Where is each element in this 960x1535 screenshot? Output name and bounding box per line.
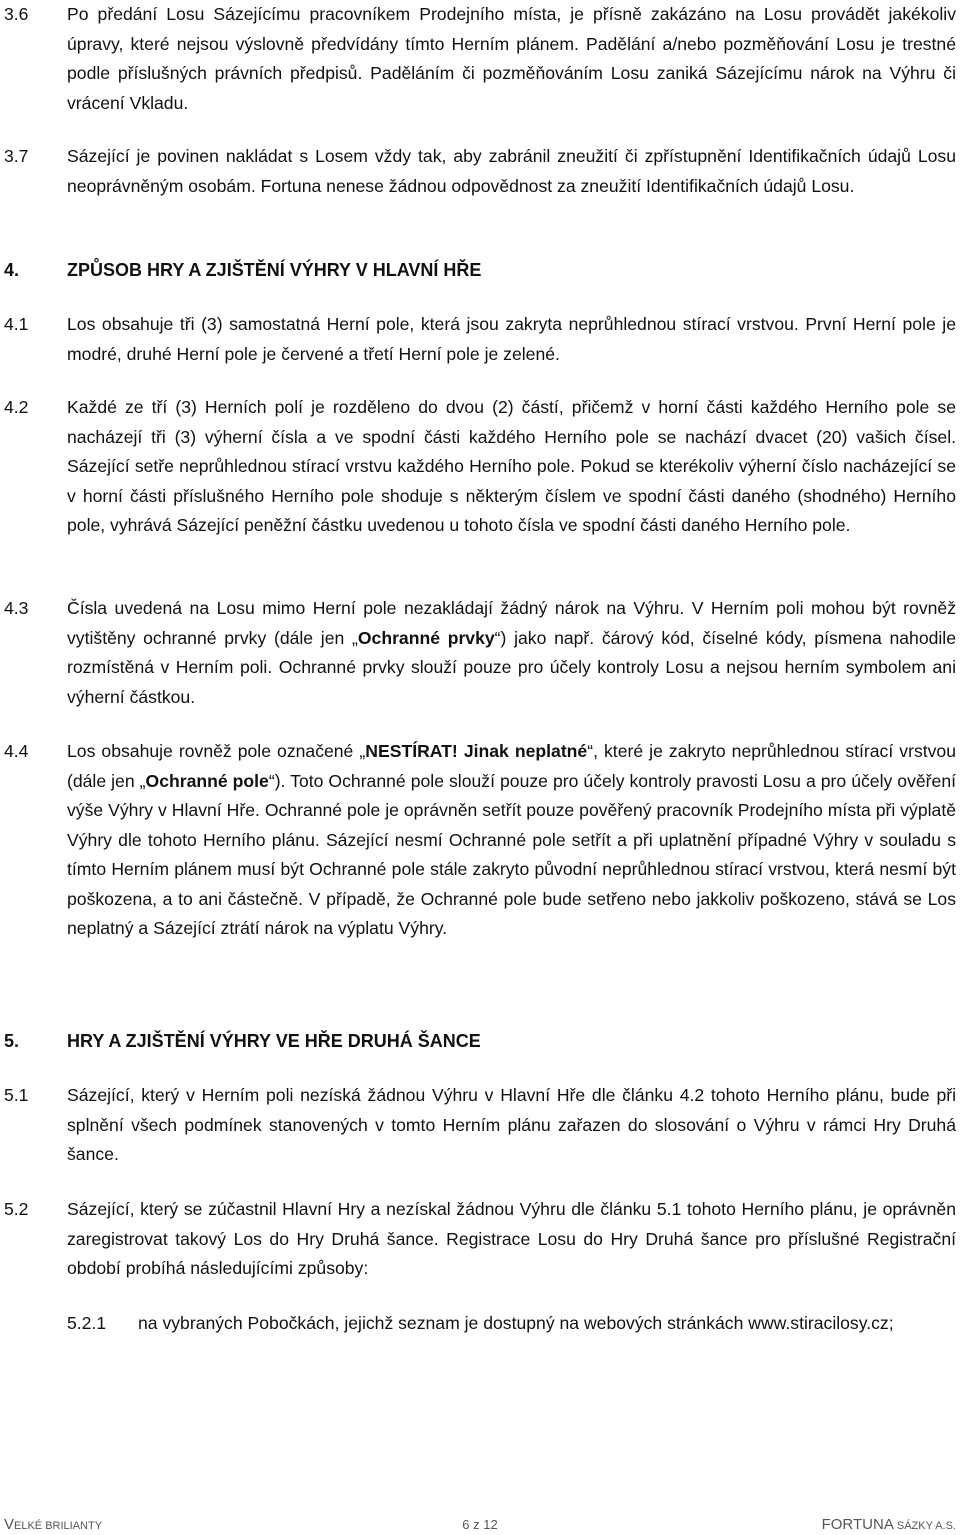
section-number: 4.4 [4, 741, 29, 761]
page-footer [0, 1516, 960, 1533]
section-number: 3.7 [4, 146, 29, 166]
section-3-7 [0, 142, 960, 201]
heading-number: 5. [4, 1031, 20, 1051]
footer-product-name: VELKÉ BRILIANTY [4, 1516, 103, 1533]
section-number: 3.6 [4, 4, 29, 24]
section-number: 5.1 [4, 1085, 29, 1105]
heading-number: 4. [4, 260, 20, 280]
section-text: Sázející, který v Herním poli nezíská žádnou Výhru v Hlavní Hře dle článku 4.2 tohoto Herního plánu, bude při splnění všech podmínek stanovených v tomto Herním plánu zařazen do slosování o Výhru v rámci Hry Druhá šance. [67, 1085, 956, 1164]
defined-term: NESTÍRAT! Jinak neplatné [365, 741, 588, 761]
section-number: 4.1 [4, 314, 29, 334]
section-text [67, 594, 956, 712]
section-4-3 [0, 594, 960, 712]
defined-term: Ochranné pole [145, 770, 269, 791]
heading-title: ZPŮSOB HRY A ZJIŠTĚNÍ VÝHRY V HLAVNÍ HŘE [67, 260, 482, 280]
text-run: “) jako např. čárový kód, číselné kódy, písmena nahodile rozmístěná v Herním poli. Ochranné prvky slouží pouze pro účely kontroly Losu a nejsou herním symbolem ani výherní částkou. [67, 627, 956, 707]
section-5-1 [0, 1081, 960, 1170]
section-5-2-1 [0, 1309, 960, 1339]
footer-company-name: FORTUNA SÁZKY A.S. [821, 1516, 956, 1533]
section-4-1 [0, 310, 960, 369]
section-4-4 [0, 737, 960, 944]
section-4-2 [0, 393, 960, 541]
section-number: 4.3 [4, 598, 29, 618]
section-text: Sázející je povinen nakládat s Losem vždy tak, aby zabránil zneužití či zpřístupnění Identifikačních údajů Losu neoprávněným osobám. Fortuna nenese žádnou odpovědnost za zneužití Identifikačních údajů Losu. [67, 146, 956, 196]
section-5-2 [0, 1195, 960, 1284]
subsection-text: na vybraných Pobočkách, jejichž seznam je dostupný na webových stránkách www.stiracilosy.cz; [138, 1313, 894, 1333]
heading-5 [0, 1027, 960, 1057]
section-text: Los obsahuje tři (3) samostatná Herní pole, která jsou zakryta neprůhlednou stírací vrstvou. První Herní pole je modré, druhé Herní pole je červené a třetí Herní pole je zelené. [67, 314, 956, 364]
section-3-6 [0, 0, 960, 118]
text-run: “). Toto Ochranné pole slouží pouze pro účely kontroly pravosti Losu a pro účely ověření výše Výhry v Hlavní Hře. Ochranné pole je oprávněn setřít pouze pověřený pracovník Prodejního místa při výplatě Výhry dle tohoto Herního plánu. Sázející nesmí Ochranné pole setřít a při uplatnění případné Výhry v souladu s tímto Herním plánem musí být Ochranné pole stále zakryto původní neprůhlednou stírací vrstvou, která nesmí být poškozena, a to ani částečně. V případě, že Ochranné pole bude setřeno nebo jakkoliv poškozeno, stává se Los neplatný a Sázející ztrátí nárok na výplatu Výhry. [67, 770, 956, 938]
section-text: Po předání Losu Sázejícímu pracovníkem Prodejního místa, je přísně zakázáno na Losu provádět jakékoliv úpravy, které nejsou výslovně předvídány tímto Herním plánem. Padělání a/nebo pozměňování Losu je trestné podle příslušných právních předpisů. Paděláním či pozměňováním Losu zaniká Sázejícímu nárok na Výhru či vrácení Vkladu. [67, 4, 956, 113]
text-run: “, které je zakryto neprůhlednou stírací vrstvou (dále jen „ [67, 741, 956, 791]
section-text: Každé ze tří (3) Herních polí je rozděleno do dvou (2) částí, přičemž v horní části každého Herního pole se nacházejí tři (3) výherní čísla a ve spodní části každého Herního pole se nachází dvacet (20) vašich čísel. Sázející setře neprůhlednou stírací vrstvu každého Herního pole. Pokud se kterékoliv výherní číslo nacházející se v horní části příslušného Herního pole shoduje s některým číslem ve spodní části daného (shodného) Herního pole, vyhrává Sázející peněžní částku uvedenou u tohoto čísla ve spodní části daného Herního pole. [67, 397, 956, 535]
section-text: Sázející, který se zúčastnil Hlavní Hry a nezískal žádnou Výhru dle článku 5.1 tohoto Herního plánu, je oprávněn zaregistrovat takový Los do Hry Druhá šance. Registrace Losu do Hry Druhá šance pro příslušné Registrační období probíhá následujícími způsoby: [67, 1199, 956, 1278]
subsection-number: 5.2.1 [67, 1313, 107, 1333]
text-run: Los obsahuje rovněž pole označené „ [67, 741, 366, 761]
section-number: 4.2 [4, 397, 29, 417]
heading-title: HRY A ZJIŠTĚNÍ VÝHRY VE HŘE DRUHÁ ŠANCE [67, 1031, 481, 1051]
section-text [67, 737, 956, 944]
footer-page-number: 6 z 12 [462, 1517, 498, 1532]
text-run: Čísla uvedená na Losu mimo Herní pole nezakládají žádný nárok na Výhru. V Herním poli mohou být rovněž vytištěny ochranné prvky (dále jen „ [67, 598, 956, 648]
heading-4 [0, 256, 960, 286]
defined-term: Ochranné prvky [357, 627, 495, 648]
section-number: 5.2 [4, 1199, 29, 1219]
